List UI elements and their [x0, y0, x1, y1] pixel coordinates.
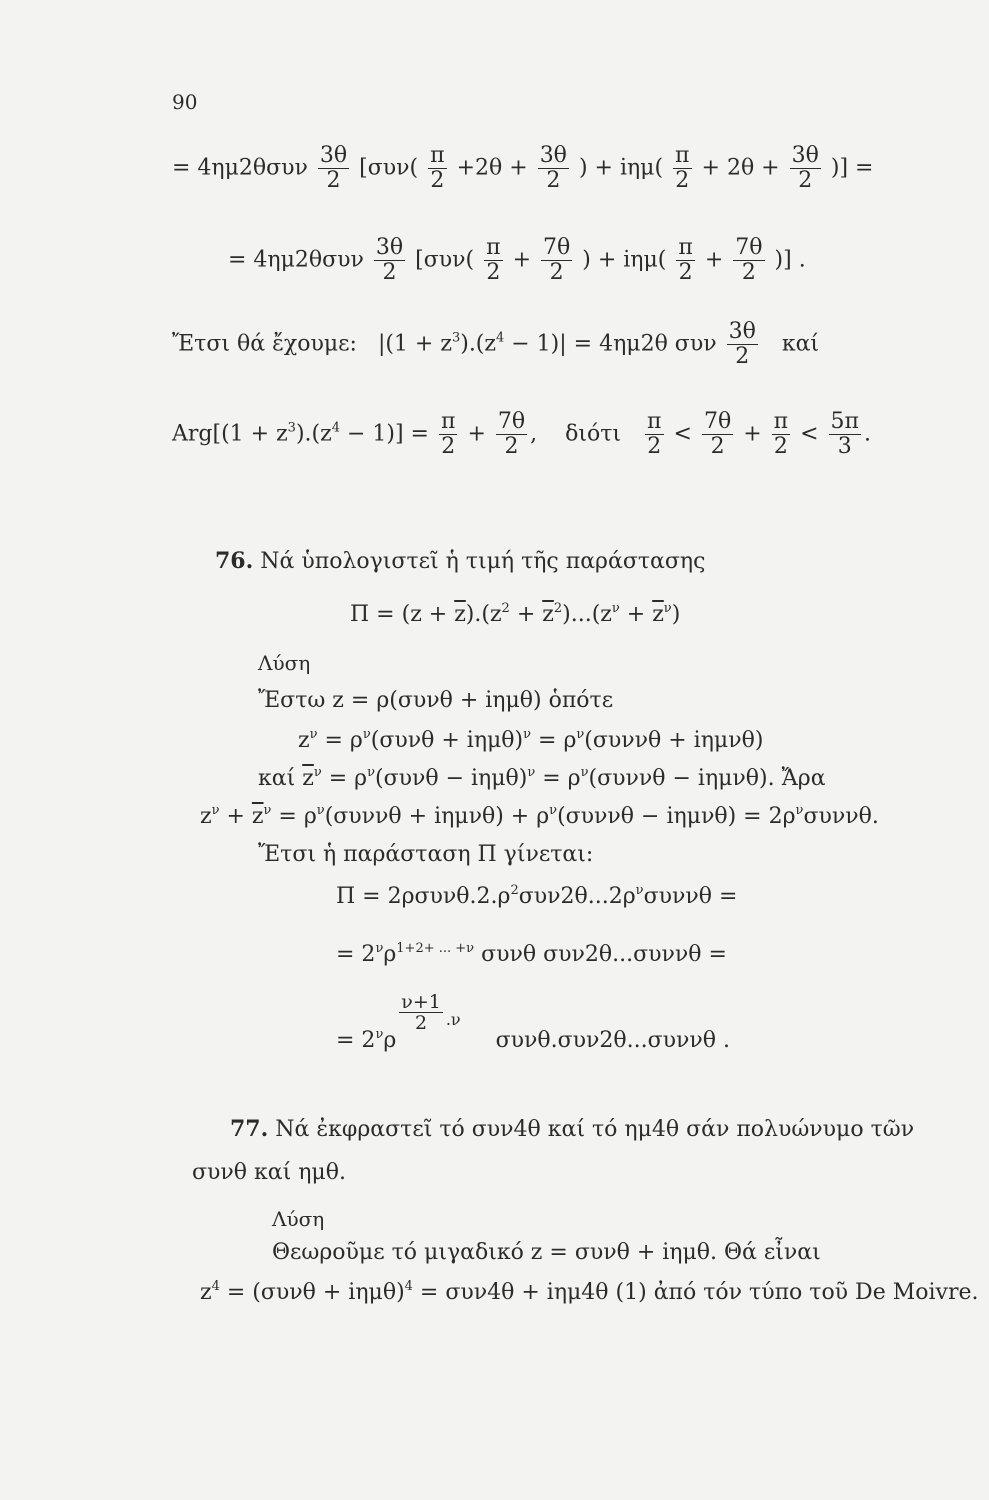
fraction: $\frac{3\theta}{2}$	[319, 143, 348, 193]
page-number: 90	[172, 90, 198, 114]
fraction: $\frac{\pi}{2}$	[486, 235, 501, 285]
fraction: $\frac{\pi}{2}$	[430, 143, 445, 193]
solution-76-line-8: = $2^\nu\rho$ $\frac{\nu+1}{2}$ $^{.\nu}$ συνθ.συν2θ...συννθ .	[336, 991, 730, 1053]
fraction: $\frac{7\theta}{2}$	[497, 409, 526, 459]
eq-text: − 1)| = 4ημ2θ συν	[504, 331, 717, 357]
eq-text: − 1)] =	[339, 421, 429, 447]
eq-text: + 2θ +	[701, 155, 780, 181]
equation-line-2	[228, 236, 806, 285]
eq-text: ) + iημ(	[582, 247, 667, 273]
eq-text: [συν(	[359, 155, 419, 181]
solution-76-line-4: $z^\nu + \overline{z}^\nu = \rho^\nu(\sigma\upsilon\nu\nu\theta + i\eta\mu\nu\theta) + \rho^\nu(\sigma\upsilon\nu\nu\theta - i\eta\mu\nu\theta) = 2\rho^\nu\sigma\upsilon\nu\nu\theta$.	[200, 803, 879, 829]
eq-text: = 4ημ2θσυν	[228, 247, 364, 273]
fraction: $\frac{5\pi}{3}$	[830, 409, 860, 459]
solution-76-line-1: Ἔστω z = ρ(συνθ + iημθ) ὁπότε	[258, 688, 614, 713]
problem-76-statement	[215, 548, 705, 575]
problem-number: 76.	[215, 548, 254, 574]
fraction: $\frac{7\theta}{2}$	[543, 235, 571, 285]
fraction: $\frac{\pi}{2}$	[441, 409, 456, 459]
equation-line-4: $Arg[(1 + z^3).(z^4 - 1)]$ = $\frac{\pi}{2}$ + $\frac{7\theta}{2}$ , διότι $\frac{\pi}{2}$ < $\frac{7\theta}{2}$ + $\frac{\pi}{2}$ < $\frac{5\pi}{3}$ .	[172, 409, 872, 459]
eq-text: +2θ +	[456, 155, 528, 181]
fraction: $\frac{3\theta}{2}$	[791, 143, 819, 193]
problem-76-expression: $\Pi = (z + \overline{z}).(z^2 + \overline{z}^2)...(z^\nu + \overline{z}^\nu)$	[350, 601, 681, 627]
eq-text: +	[512, 247, 532, 273]
fraction: $\frac{3\theta}{2}$	[375, 235, 404, 285]
eq-text: |(1 + z	[377, 331, 452, 357]
eq-text: [συν(	[415, 247, 475, 273]
eq-text: καί	[781, 331, 820, 357]
solution-76-line-5: Ἔτσι ἡ παράσταση Π γίνεται:	[258, 842, 594, 867]
fraction: $\frac{\pi}{2}$	[678, 235, 693, 285]
eq-text: διότι	[565, 421, 622, 447]
exponent-fraction: $\frac{\nu+1}{2}$	[401, 991, 441, 1034]
equation-line-3: Ἔτσι θά ἔχουμε: $|(1 + z^3).(z^4 - 1)| = 4\eta\mu 2\theta$ συν $\frac{3\theta}{2}$ καί	[172, 319, 820, 369]
eq-text: Ἔτσι θά ἔχουμε:	[172, 331, 357, 357]
solution-77-line-1: Θεωροῦμε τό μιγαδικό z = συνθ + iημθ. Θά εἶναι	[272, 1240, 821, 1265]
fraction: $\frac{\pi}{2}$	[675, 143, 690, 193]
equation-line-1	[172, 144, 873, 193]
problem-77-statement-cont: συνθ καί ημθ.	[192, 1160, 346, 1185]
eq-text: +	[704, 247, 724, 273]
eq-text: = 4ημ2θσυν	[172, 155, 308, 181]
fraction: $\frac{\pi}{2}$	[647, 409, 662, 459]
solution-77-line-2: $z^4 = (\sigma\upsilon\nu\theta + i\eta\mu\theta)^4 = \sigma\upsilon\nu 4\theta + i\eta\mu 4\theta$ (1) ἀπό τόν τύπο τοῦ De Moivre.	[200, 1279, 979, 1305]
fraction: $\frac{7\theta}{2}$	[735, 235, 763, 285]
eq-text: )] .	[774, 247, 806, 273]
solution-76-line-3: καί $\overline{z}^\nu = \rho^\nu(\sigma\upsilon\nu\theta - i\eta\mu\theta)^\nu = \rho^\nu(\sigma\upsilon\nu\nu\theta - i\eta\mu\nu\theta)$. Ἄρα	[258, 765, 826, 791]
fraction: $\frac{3\theta}{2}$	[728, 319, 756, 369]
eq-text: ) + iημ(	[578, 155, 664, 181]
solution-76-line-2: $z^\nu = \rho^\nu(\sigma\upsilon\nu\theta + i\eta\mu\theta)^\nu = \rho^\nu(\sigma\upsilon\nu\nu\theta + i\eta\mu\nu\theta)$	[298, 727, 764, 753]
solution-heading-77: Λύση	[272, 1207, 325, 1231]
fraction: $\frac{3\theta}{2}$	[539, 143, 567, 193]
problem-77-statement	[230, 1116, 914, 1143]
problem-text: Νά ὑπολογιστεῖ ἡ τιμή τῆς παράστασης	[260, 549, 706, 574]
solution-76-line-7: = $2^\nu\rho^{1+2+ ... +\nu}$ συνθ συν2θ...συννθ =	[336, 941, 727, 967]
solution-heading-76: Λύση	[258, 651, 311, 675]
eq-text: )] =	[830, 155, 874, 181]
problem-number: 77.	[230, 1116, 269, 1142]
solution-76-line-6: $\Pi = 2\rho\sigma\upsilon\nu\theta.2.\rho^2\sigma\upsilon\nu 2\theta...2\rho^\nu\sigma\upsilon\nu\nu\theta$ =	[336, 883, 738, 909]
fraction: $\frac{\pi}{2}$	[773, 409, 789, 459]
problem-text: Νά ἐκφραστεῖ τό συν4θ καί τό ημ4θ σάν πολυώνυμο τῶν	[275, 1117, 915, 1142]
fraction: $\frac{7\theta}{2}$	[703, 409, 732, 459]
